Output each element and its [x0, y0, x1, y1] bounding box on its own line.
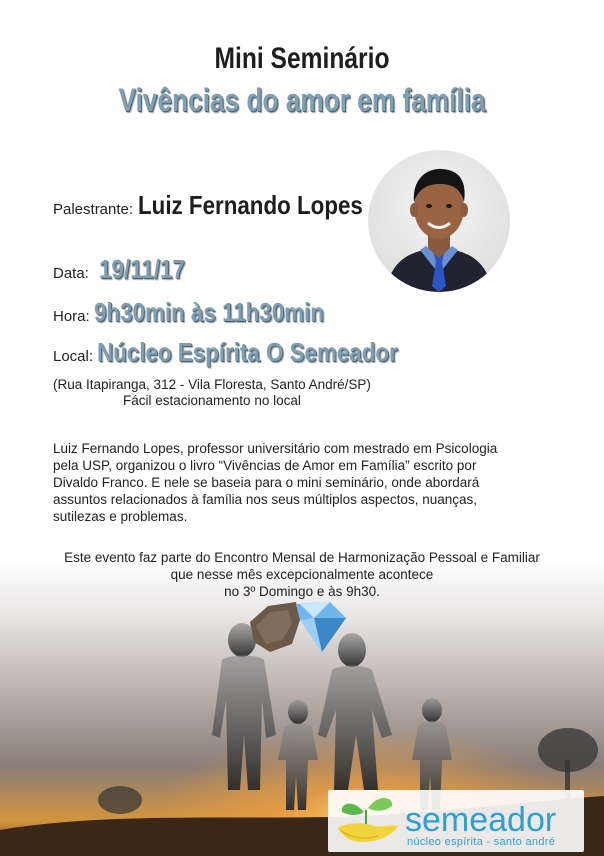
parking-text: Fácil estacionamento no local [123, 393, 301, 408]
seminar-title: Mini Seminário [214, 42, 390, 75]
sprout-hand-icon [334, 790, 402, 850]
bio-line: assuntos relacionados à família nos seus múltiplos aspectos, nuanças, [53, 492, 477, 507]
bio-line: pela USP, organizou o livro “Vivências de Amor em Família” escrito por [53, 458, 477, 473]
date-label: Data: [53, 265, 89, 282]
time-row [53, 297, 362, 328]
speaker-row [53, 190, 399, 221]
date-row [53, 254, 199, 285]
event-line: que nesse mês excepcionalmente acontece [170, 567, 434, 582]
time-label: Hora: [53, 308, 90, 325]
seminar-subtitle: Vivências do amor em família [118, 82, 486, 118]
location-value: Núcleo Espírita O Semeador [97, 337, 399, 367]
event-note [0, 549, 604, 600]
date-value: 19/11/17 [99, 254, 186, 284]
logo-tagline: núcleo espírita - santo andré [407, 836, 556, 848]
location-row [53, 337, 447, 368]
address-text: (Rua Itapiranga, 312 - Vila Floresta, Santo André/SP) [53, 377, 371, 392]
logo-wordmark: semeador [405, 801, 557, 839]
speaker-bio [53, 440, 553, 525]
bio-line: sutilezas e problemas. [53, 509, 188, 524]
time-value: 9h30min às 11h30min [94, 297, 325, 327]
bio-line: Divaldo Franco. E nele se baseia para o mini seminário, onde abordará [53, 475, 480, 490]
event-line: no 3º Domingo e às 9h30. [224, 584, 380, 599]
speaker-portrait-icon [368, 150, 510, 292]
speaker-name: Luiz Fernando Lopes [137, 190, 363, 220]
bio-line: Luiz Fernando Lopes, professor universitário com mestrado em Psicologia [53, 441, 498, 456]
event-line: Este evento faz parte do Encontro Mensal de Harmonização Pessoal e Familiar [64, 550, 540, 565]
speaker-label: Palestrante: [53, 201, 134, 218]
speaker-photo [368, 150, 510, 292]
location-label: Local: [53, 348, 94, 365]
